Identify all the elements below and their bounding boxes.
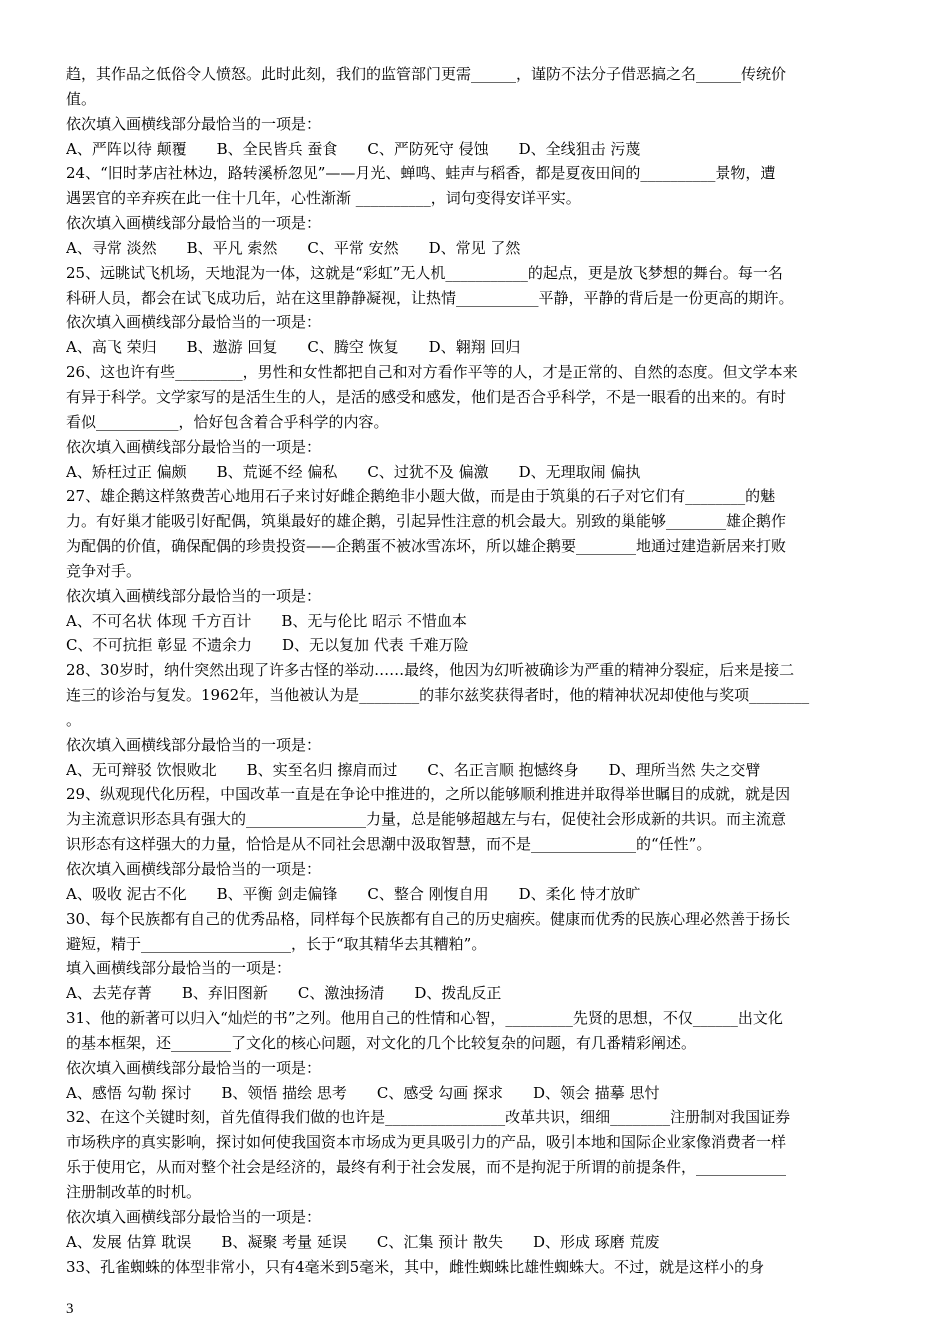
text-line: 依次填入画横线部分最恰当的一项是： xyxy=(66,313,322,332)
text-line: A、感悟 勾勒 探讨 B、领悟 描绘 思考 C、感受 勾画 探求 D、领会 描摹 思忖 xyxy=(66,1083,660,1102)
text-line: 28、30岁时，纳什突然出现了许多古怪的举动……最终，他因为幻听被确诊为严重的精神分裂症，后来是接二 xyxy=(66,661,795,680)
text-line: 30、每个民族都有自己的优秀品格，同样每个民族都有自己的历史痼疾。健康而优秀的民族心理必然善于扬长 xyxy=(66,909,791,928)
text-line: 依次填入画横线部分最恰当的一项是： xyxy=(66,114,322,133)
text-line: 依次填入画横线部分最恰当的一项是： xyxy=(66,860,322,878)
page-number: 3 xyxy=(66,1301,74,1317)
text-line: 依次填入画横线部分最恰当的一项是： xyxy=(66,1207,322,1226)
text-line: 力。有好巢才能吸引好配偶，筑巢最好的雄企鹅，引起异性注意的机会最大。别致的巢能够________雄企鹅作 xyxy=(66,512,787,531)
text-line: 。 xyxy=(66,710,82,729)
text-line: 填入画横线部分最恰当的一项是： xyxy=(66,959,292,978)
text-line: A、无可辩驳 饮恨败北 B、实至名归 擦肩而过 C、名正言顺 抱憾终身 D、理所当然 失之交臂 xyxy=(66,760,761,779)
question-text-block xyxy=(66,62,896,1279)
text-line: 32、在这个关键时刻，首先值得我们做的也许是________________改革共识，细细________注册制对我国证券 xyxy=(66,1108,791,1127)
text-line: 有异于科学。文学家写的是活生生的人，是活的感受和感发，他们是否合乎科学，不是一眼看的出来的。有时 xyxy=(66,387,787,406)
text-line: 依次填入画横线部分最恰当的一项是： xyxy=(66,586,322,605)
text-line: 识形态有这样强大的力量，恰恰是从不同社会思潮中汲取智慧，而不是______________的“任性”。 xyxy=(66,835,712,854)
text-line: A、矫枉过正 偏颇 B、荒诞不经 偏私 C、过犹不及 偏激 D、无理取闹 偏执 xyxy=(66,462,641,481)
text-line: 为主流意识形态具有强大的________________力量，总是能够超越左与右，促使社会形成新的共识。而主流意 xyxy=(66,810,787,829)
text-line: 值。 xyxy=(66,89,97,108)
text-line: 26、这也许有些_________，男性和女性都把自己和对方看作平等的人，才是正常的、自然的态度。但文学本来 xyxy=(66,363,798,382)
text-line: A、不可名状 体现 千方百计 B、无与伦比 昭示 不惜血本 xyxy=(66,611,467,630)
text-line: 的基本框架，还________了文化的核心问题，对文化的几个比较复杂的问题，有几番精彩阐述。 xyxy=(66,1033,697,1052)
text-line: 依次填入画横线部分最恰当的一项是： xyxy=(66,735,322,754)
text-line: 乐于使用它，从而对整个社会是经济的，最终有利于社会发展，而不是拘泥于所谓的前提条件，____________ xyxy=(66,1158,787,1177)
text-line: 注册制改革的时机。 xyxy=(66,1182,202,1201)
text-line: 市场秩序的真实影响，探讨如何使我国资本市场成为更具吸引力的产品，吸引本地和国际企业家像消费者一样 xyxy=(66,1133,787,1152)
text-line: 31、他的新著可以归入“灿烂的书”之列。他用自己的性情和心智，_________先贤的思想，不仅______出文化 xyxy=(66,1009,783,1028)
text-line: 连三的诊治与复发。1962年，当他被认为是________的菲尔兹奖获得者时，他的精神状况却使他与奖项________ xyxy=(66,686,810,705)
text-line: 看似___________，恰好包含着合乎科学的内容。 xyxy=(66,412,389,431)
text-line: 遇罢官的辛弃疾在此一住十几年，心性渐渐 __________，词句变得安详平实。 xyxy=(66,189,581,208)
text-line: 29、纵观现代化历程，中国改革一直是在争论中推进的，之所以能够顺利推进并取得举世瞩目的成就，就是因 xyxy=(66,785,791,804)
text-line: 33、孔雀蜘蛛的体型非常小，只有4毫米到5毫米，其中，雌性蜘蛛比雄性蜘蛛大。不过，就是这样小的身 xyxy=(66,1257,765,1276)
text-line: 趋，其作品之低俗令人愤怒。此时此刻，我们的监管部门更需______，谨防不法分子借恶搞之名______传统价 xyxy=(66,65,787,83)
text-line: A、寻常 淡然 B、平凡 索然 C、平常 安然 D、常见 了然 xyxy=(66,238,521,257)
text-line: A、去芜存菁 B、弃旧图新 C、激浊扬清 D、拨乱反正 xyxy=(66,984,502,1003)
text-line: 25、远眺试飞机场，天地混为一体，这就是“彩虹”无人机___________的起点，更是放飞梦想的舞台。每一名 xyxy=(66,263,783,282)
text-line: 为配偶的价值，确保配偶的珍贵投资——企鹅蛋不被冰雪冻坏，所以雄企鹅要________地通过建造新居来打败 xyxy=(66,537,787,556)
text-line: 避短，精于____________________，长于“取其精华去其糟粕”。 xyxy=(66,934,487,953)
text-line: 竞争对手。 xyxy=(66,561,142,580)
text-line: A、高飞 荣归 B、遨游 回复 C、腾空 恢复 D、翱翔 回归 xyxy=(66,338,521,357)
text-line: A、吸收 泥古不化 B、平衡 剑走偏锋 C、整合 刚愎自用 D、柔化 恃才放旷 xyxy=(66,884,641,903)
text-line: A、严阵以待 颠覆 B、全民皆兵 蚕食 C、严防死守 侵蚀 D、全线狙击 污蔑 xyxy=(66,139,641,158)
text-line: 依次填入画横线部分最恰当的一项是： xyxy=(66,214,322,233)
text-line: 科研人员，都会在试飞成功后，站在这里静静凝视，让热情___________平静，平静的背后是一份更高的期许。 xyxy=(66,288,794,307)
text-line: A、发展 估算 耽误 B、凝聚 考量 延误 C、汇集 预计 散失 D、形成 琢磨 荒废 xyxy=(66,1232,660,1251)
text-line: 依次填入画横线部分最恰当的一项是： xyxy=(66,1058,322,1077)
text-line: 24、“旧时茅店社林边，路转溪桥忽见”——月光、蝉鸣、蛙声与稻香，都是夏夜田间的__________景物，遭 xyxy=(66,164,776,183)
text-line: 27、雄企鹅这样煞费苦心地用石子来讨好雌企鹅绝非小题大做，而是由于筑巢的石子对它们有________的魅 xyxy=(66,487,776,506)
text-line: 依次填入画横线部分最恰当的一项是： xyxy=(66,437,322,456)
text-line: C、不可抗拒 彰显 不遗余力 D、无以复加 代表 千难万险 xyxy=(66,636,469,655)
